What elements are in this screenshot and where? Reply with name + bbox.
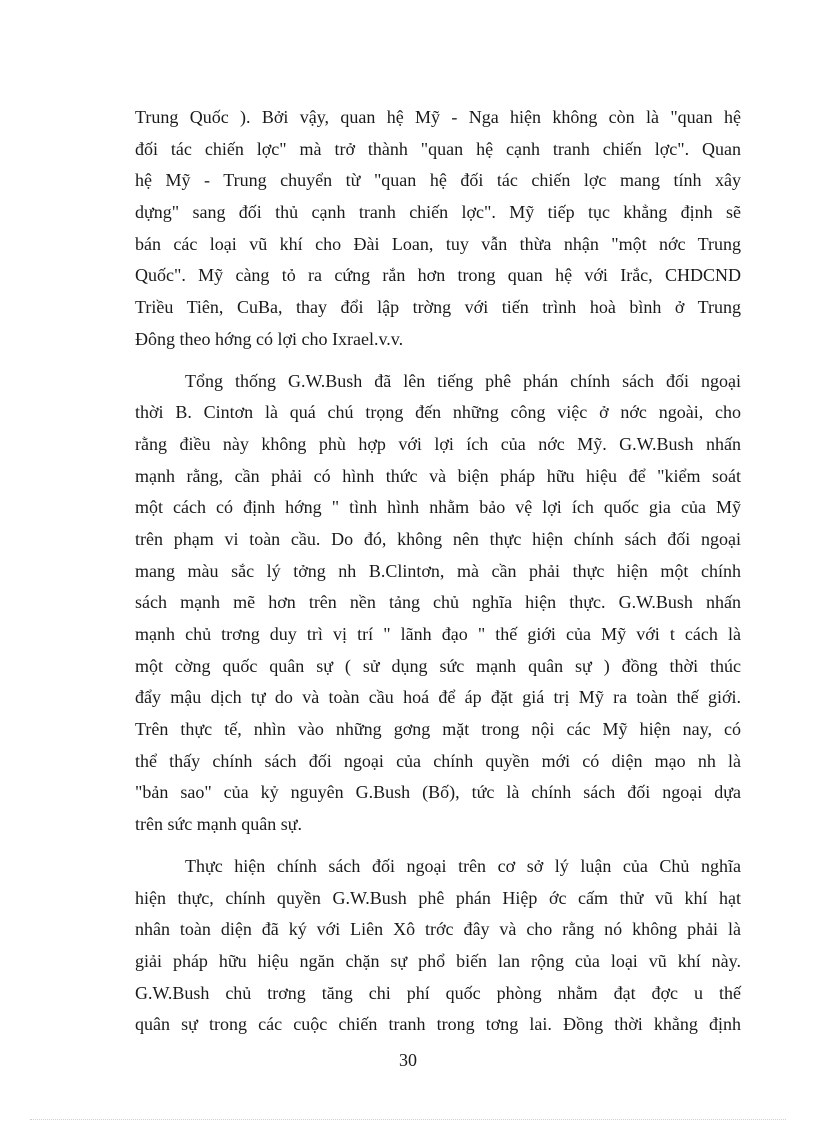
paragraph-gap [135, 356, 741, 366]
text-line: dựng" sang đối thủ cạnh tranh chiến lợc". Mỹ tiếp tục khẳng định sẽ [135, 202, 741, 223]
text-line: một cách có định hớng " tình hình nhằm bảo vệ lợi ích quốc gia của Mỹ [135, 497, 741, 518]
body-text [135, 102, 741, 1041]
text-line: một cờng quốc quân sự ( sử dụng sức mạnh quân sự ) đồng thời thúc [135, 655, 741, 676]
text-line: trên phạm vi toàn cầu. Do đó, không nên thực hiện chính sách đối ngoại [135, 528, 741, 549]
text-line: sách mạnh mẽ hơn trên nền tảng chủ nghĩa hiện thực. G.W.Bush nhấn [135, 592, 741, 613]
footer-divider [30, 1119, 786, 1120]
text-line: mạnh rằng, cần phải có hình thức và biện pháp hữu hiệu để "kiểm soát [135, 465, 741, 486]
text-line: Quốc". Mỹ càng tỏ ra cứng rắn hơn trong quan hệ với Irắc, CHDCND [135, 265, 741, 286]
text-line: thể thấy chính sách đối ngoại của chính quyền mới có diện mạo nh là [135, 750, 741, 771]
text-line: giải pháp hữu hiệu ngăn chặn sự phổ biến lan rộng của loại vũ khí này. [135, 950, 741, 971]
page-number: 30 [399, 1050, 417, 1070]
text-line: mạnh chủ trơng duy trì vị trí " lãnh đạo " thế giới của Mỹ với t cách là [135, 624, 741, 644]
text-line: quân sự trong các cuộc chiến tranh trong tơng lai. Đồng thời khẳng định [135, 1014, 741, 1035]
paragraph-gap [135, 841, 741, 851]
text-line: trên sức mạnh quân sự. [135, 814, 302, 835]
text-line: Trung Quốc ). Bởi vậy, quan hệ Mỹ - Nga hiện không còn là "quan hệ [135, 107, 741, 127]
text-line: thời B. Cintơn là quá chú trọng đến những công việc ở nớc ngoài, cho [135, 402, 741, 423]
text-line: đẩy mậu dịch tự do và toàn cầu hoá để áp đặt giá trị Mỹ ra toàn thế giới. [135, 687, 741, 708]
text-line: "bản sao" của kỷ nguyên G.Bush (Bố), tức là chính sách đối ngoại dựa [135, 782, 741, 803]
text-line: G.W.Bush chủ trơng tăng chi phí quốc phòng nhằm đạt đợc u thế [135, 982, 741, 1003]
text-line: hệ Mỹ - Trung chuyển từ "quan hệ đối tác chiến lợc mang tính xây [135, 170, 741, 191]
text-line: bán các loại vũ khí cho Đài Loan, tuy vẫn thừa nhận "một nớc Trung [135, 233, 741, 254]
text-line: rằng điều này không phù hợp với lợi ích của nớc Mỹ. G.W.Bush nhấn [135, 433, 741, 454]
text-line: hiện thực, chính quyền G.W.Bush phê phán Hiệp ớc cấm thử vũ khí hạt [135, 887, 741, 908]
text-line: Trên thực tế, nhìn vào những gơng mặt trong nội các Mỹ hiện nay, có [135, 719, 741, 740]
text-line: đối tác chiến lợc" mà trở thành "quan hệ cạnh tranh chiến lợc". Quan [135, 138, 741, 159]
text-line: mang màu sắc lý tởng nh B.Clintơn, mà cần phải thực hiện một chính [135, 560, 741, 581]
text-line: Đông theo hớng có lợi cho Ixrael.v.v. [135, 328, 404, 349]
text-line: Triều Tiên, CuBa, thay đổi lập trờng với tiến trình hoà bình ở Trung [135, 297, 741, 318]
text-line: Tổng thống G.W.Bush đã lên tiếng phê phán chính sách đối ngoại [185, 370, 741, 391]
text-line: nhân toàn diện đã ký với Liên Xô trớc đây và cho rằng nó không phải là [135, 919, 741, 940]
text-line: Thực hiện chính sách đối ngoại trên cơ sở lý luận của Chủ nghĩa [185, 855, 741, 876]
